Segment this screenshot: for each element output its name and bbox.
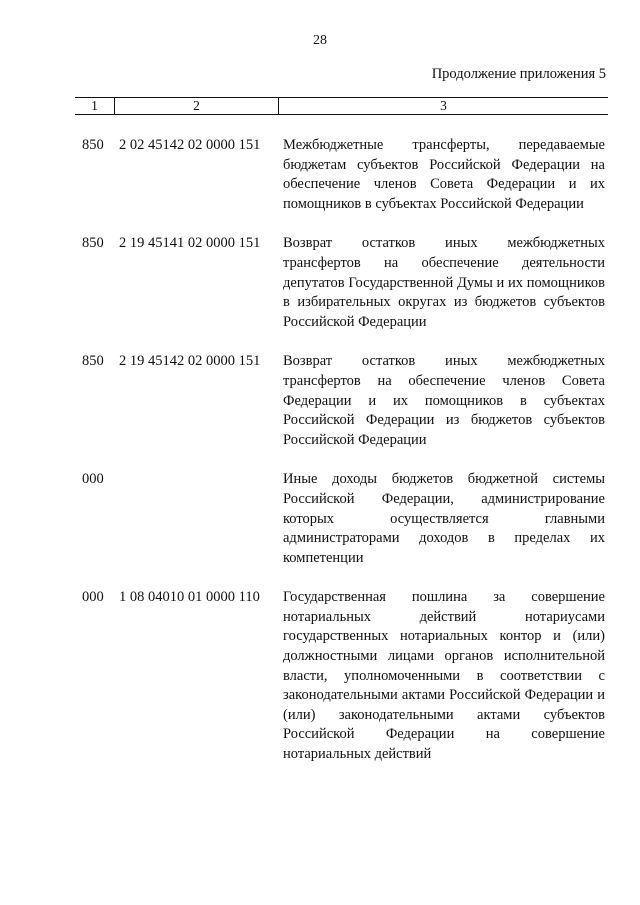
administrator-code: 000: [82, 471, 104, 488]
table-header-row: [75, 97, 608, 115]
administrator-code: 850: [82, 137, 104, 153]
table-row: [0, 136, 640, 214]
table-row: [0, 588, 640, 764]
appendix-continuation-label: Продолжение приложения 5: [431, 66, 606, 82]
budget-classification-code: 1 08 04010 01 0000 110: [119, 589, 260, 606]
table-row: [0, 470, 640, 568]
table-row: [0, 352, 640, 450]
administrator-code: 850: [82, 353, 104, 370]
income-description: Иные доходы бюджетов бюджетной системы Российской Федерации, администрирование которых осуществляется главными администраторами доходов в пределах их компетенции: [283, 471, 605, 566]
income-description: Возврат остатков иных межбюджетных трансфертов на обеспечение деятельности депутатов Государственной Думы и их помощников в избирательных округах из бюджетов субъектов Российской Федерации: [283, 235, 605, 330]
administrator-code: 850: [82, 235, 104, 252]
column-header-3: 3: [440, 98, 447, 113]
administrator-code: 000: [82, 589, 104, 606]
income-description: Государственная пошлина за совершение нотариальных действий нотариусами государственных нотариальных контор и (или) должностными лицами органов исполнительной власти, уполномоченными в соответствии с законодательными актами Российской Федерации и (или) законодательными актами субъектов Российской Федерации на совершение нотариальных действий: [283, 589, 605, 763]
budget-classification-code: 2 02 45142 02 0000 151: [119, 137, 261, 153]
table-row: [0, 234, 640, 332]
page-number: 28: [313, 33, 327, 48]
column-header-2: 2: [115, 98, 279, 114]
income-description: Межбюджетные трансферты, передаваемые бюджетам субъектов Российской Федерации на обеспечение членов Совета Федерации и их помощников в субъектах Российской Федерации: [283, 137, 605, 212]
table-body: [0, 136, 640, 765]
column-header-1: 1: [75, 98, 115, 114]
income-description: Возврат остатков иных межбюджетных трансфертов на обеспечение членов Совета Федерации и их помощников в субъектах Российской Федерации из бюджетов субъектов Российской Федерации: [283, 353, 605, 448]
budget-classification-code: 2 19 45141 02 0000 151: [119, 235, 261, 252]
budget-classification-code: 2 19 45142 02 0000 151: [119, 353, 261, 370]
